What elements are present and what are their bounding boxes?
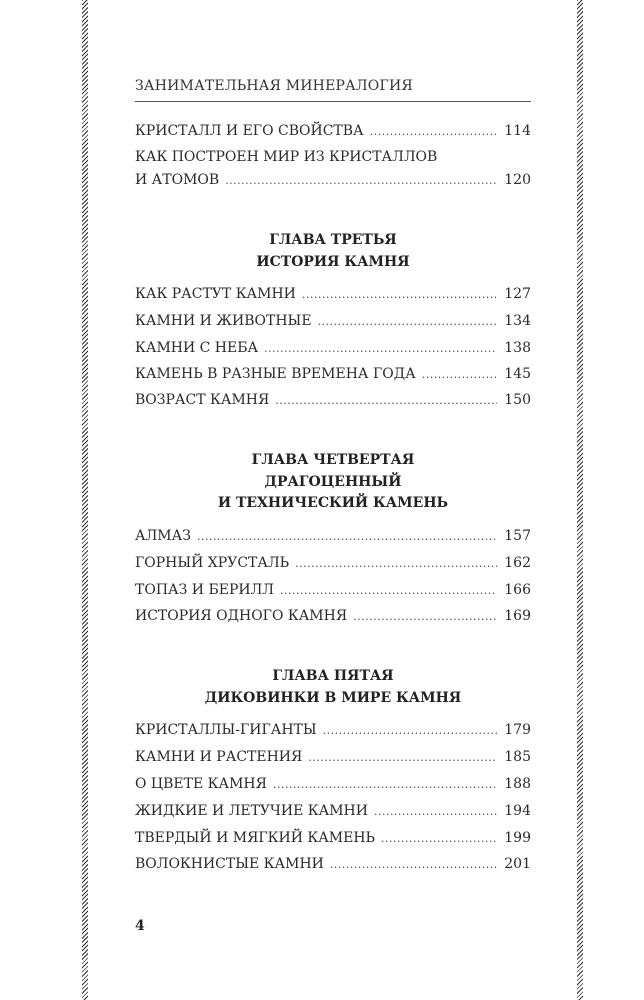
toc-entry-title: КАК РАСТУТ КАМНИ xyxy=(135,286,296,302)
toc-entry-title: ТВЕРДЫЙ И МЯГКИЙ КАМЕНЬ xyxy=(135,830,375,846)
toc-entry-page: 145 xyxy=(504,366,531,382)
toc-entry xyxy=(135,856,531,876)
toc-entry-page: 201 xyxy=(504,856,531,872)
chapter-title: ИСТОРИЯ КАМНЯ xyxy=(256,254,410,270)
toc-leader-dots xyxy=(273,778,497,791)
toc-leader-dots xyxy=(353,610,497,623)
toc-entry-title: КАМНИ С НЕБА xyxy=(135,340,259,356)
toc-leader-dots xyxy=(295,557,497,570)
toc-entry xyxy=(135,392,531,412)
toc-entry-title: И АТОМОВ xyxy=(135,172,220,188)
toc-leader-dots xyxy=(374,805,497,818)
toc-entry xyxy=(135,555,531,575)
toc-entry-page: 114 xyxy=(504,123,531,139)
toc-entry-page: 162 xyxy=(504,555,531,571)
toc-entry-title: О ЦВЕТЕ КАМНЯ xyxy=(135,776,267,792)
toc-entry-title: КАМНИ И ЖИВОТНЫЕ xyxy=(135,313,312,329)
header-rule xyxy=(135,101,531,102)
toc-entry xyxy=(135,722,531,742)
toc-entry-page: 166 xyxy=(504,582,531,598)
chapter-title: ДИКОВИНКИ В МИРЕ КАМНЯ xyxy=(204,690,462,706)
toc-entry xyxy=(135,286,531,306)
chapter-title: И ТЕХНИЧЕСКИЙ КАМЕНЬ xyxy=(217,495,449,511)
toc-leader-dots xyxy=(318,315,497,328)
toc-entry-title: АЛМАЗ xyxy=(135,528,191,544)
toc-entry-page: 169 xyxy=(504,608,531,624)
toc-entry-title: ГОРНЫЙ ХРУСТАЛЬ xyxy=(135,555,290,571)
toc-leader-dots xyxy=(381,832,497,845)
toc-leader-dots xyxy=(323,724,497,737)
toc-entry-title-line1: КАК ПОСТРОЕН МИР ИЗ КРИСТАЛЛОВ xyxy=(135,149,438,165)
toc-entry-page: 150 xyxy=(504,392,531,408)
toc-entry xyxy=(135,313,531,333)
chapter-label: ГЛАВА ПЯТАЯ xyxy=(272,668,394,684)
toc-leader-dots xyxy=(264,342,497,355)
toc-leader-dots xyxy=(197,530,497,543)
toc-entry-title: КАМНИ И РАСТЕНИЯ xyxy=(135,749,303,765)
toc-entry-page: 179 xyxy=(504,722,531,738)
toc-entry-page: 127 xyxy=(504,286,531,302)
toc-entry xyxy=(135,608,531,628)
toc-entry xyxy=(135,123,531,143)
toc-entry-page: 138 xyxy=(504,340,531,356)
chapter-label: ГЛАВА ТРЕТЬЯ xyxy=(269,232,397,248)
toc-leader-dots xyxy=(370,125,497,138)
toc-entry xyxy=(135,803,531,823)
toc-entry xyxy=(135,528,531,548)
toc-leader-dots xyxy=(330,858,497,871)
chapter-title: ДРАГОЦЕННЫЙ xyxy=(264,474,402,490)
toc-entry xyxy=(135,776,531,796)
toc-entry-page: 194 xyxy=(504,803,531,819)
toc-entry-page: 120 xyxy=(504,172,531,188)
toc-entry-title: КРИСТАЛЛЫ-ГИГАНТЫ xyxy=(135,722,317,738)
toc-entry xyxy=(135,366,531,386)
toc-leader-dots xyxy=(275,394,497,407)
toc-entry xyxy=(135,172,531,192)
toc-entry-page: 185 xyxy=(504,749,531,765)
toc-entry xyxy=(135,340,531,360)
toc-leader-dots xyxy=(308,751,497,764)
toc-entry-title: ВОЛОКНИСТЫЕ КАМНИ xyxy=(135,856,324,872)
toc-entry xyxy=(135,749,531,769)
decorative-border-left xyxy=(82,0,88,1000)
toc-entry xyxy=(135,582,531,602)
toc-entry-title: ЖИДКИЕ И ЛЕТУЧИЕ КАМНИ xyxy=(135,803,368,819)
toc-entry-title: ВОЗРАСТ КАМНЯ xyxy=(135,392,270,408)
toc-entry-title: КАМЕНЬ В РАЗНЫЕ ВРЕМЕНА ГОДА xyxy=(135,366,416,382)
toc-entry-page: 188 xyxy=(504,776,531,792)
toc-entry xyxy=(135,830,531,850)
toc-leader-dots xyxy=(422,368,497,381)
toc-entry-title: ТОПАЗ И БЕРИЛЛ xyxy=(135,582,274,598)
toc-leader-dots xyxy=(302,288,497,301)
toc-entry-page: 157 xyxy=(504,528,531,544)
toc-leader-dots xyxy=(280,584,497,597)
decorative-border-right xyxy=(577,0,583,1000)
toc-entry-title: ИСТОРИЯ ОДНОГО КАМНЯ xyxy=(135,608,348,624)
chapter-label: ГЛАВА ЧЕТВЕРТАЯ xyxy=(251,452,415,468)
page-number: 4 xyxy=(135,918,145,934)
toc-entry-page: 199 xyxy=(504,830,531,846)
running-header: ЗАНИМАТЕЛЬНАЯ МИНЕРАЛОГИЯ xyxy=(135,78,413,94)
toc-leader-dots xyxy=(225,174,497,187)
toc-entry-page: 134 xyxy=(504,313,531,329)
toc-entry-title: КРИСТАЛЛ И ЕГО СВОЙСТВА xyxy=(135,123,364,139)
